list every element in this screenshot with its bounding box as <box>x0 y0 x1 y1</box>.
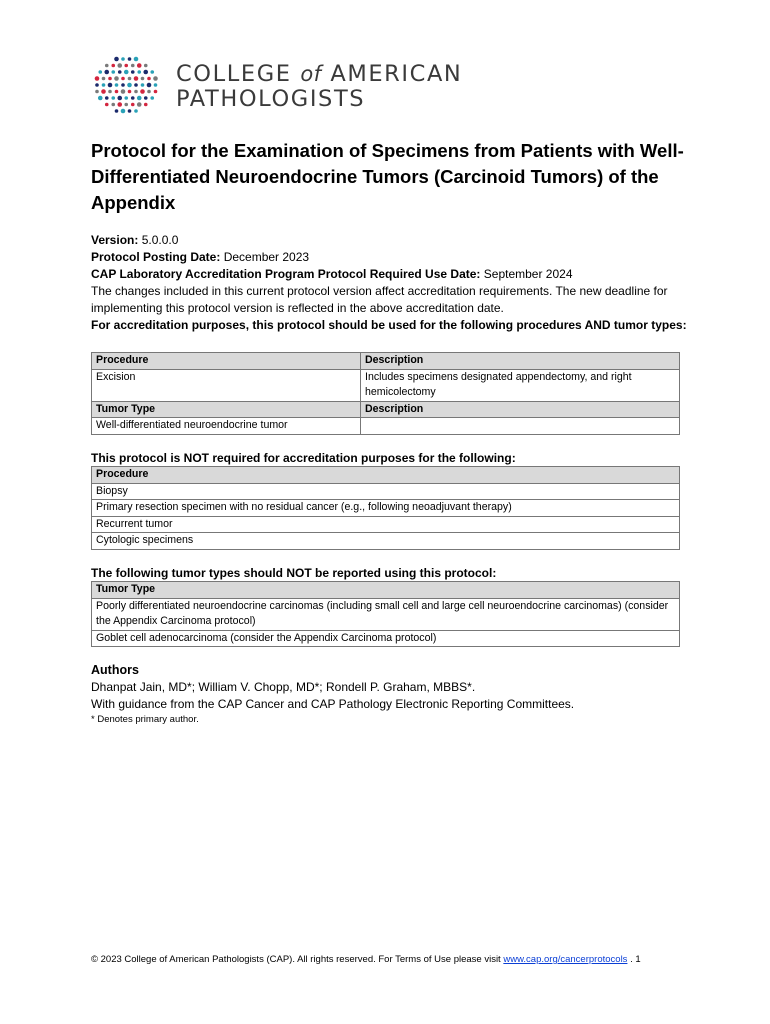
authors-heading: Authors <box>91 663 139 677</box>
logo-dot <box>131 70 135 74</box>
table-row: Poorly differentiated neuroendocrine carcinomas (including small cell and large cell neuroendocrine carcinomas) (consider the Appendix Carcinoma protocol) <box>92 598 680 630</box>
logo-dot <box>144 96 148 100</box>
logo-dot <box>131 64 135 68</box>
protocol-meta <box>91 232 691 334</box>
logo-word-college: COLLEGE <box>176 61 292 87</box>
logo-dot <box>134 57 139 62</box>
logo-dot <box>111 103 115 107</box>
primary-author-note: * Denotes primary author. <box>91 714 199 725</box>
cap-logo-dots-icon <box>94 56 164 118</box>
header-procedure: Procedure <box>92 353 361 370</box>
logo-dot <box>124 70 129 75</box>
authors-guidance: With guidance from the CAP Cancer and CAP Pathology Electronic Reporting Committees. <box>91 697 575 711</box>
logo-dot <box>144 103 148 107</box>
table-row: Goblet cell adenocarcinoma (consider the Appendix Carcinoma protocol) <box>92 630 680 647</box>
logo-dot <box>111 64 115 68</box>
logo-dot <box>124 64 128 68</box>
logo-dot <box>124 103 128 107</box>
logo-dot <box>153 76 158 81</box>
not-required-heading: This protocol is NOT required for accreditation purposes for the following: <box>91 451 516 465</box>
version-row <box>91 232 691 249</box>
logo-dot <box>134 109 138 113</box>
logo-dot <box>134 76 139 81</box>
header-description: Description <box>361 401 680 418</box>
logo-dot <box>147 90 151 94</box>
logo-dot <box>131 96 135 100</box>
authors-names: Dhanpat Jain, MD*; William V. Chopp, MD*; Rondell P. Graham, MBBS*. <box>91 680 476 694</box>
table-row: Recurrent tumor <box>92 516 680 533</box>
header-procedure: Procedure <box>92 467 680 484</box>
logo-dot <box>137 70 141 74</box>
posting-date-value: December 2023 <box>223 250 310 264</box>
authors-section <box>91 662 691 727</box>
required-use-date-value: September 2024 <box>483 267 573 281</box>
header-tumor-type: Tumor Type <box>92 582 680 599</box>
accreditation-purpose-text: For accreditation purposes, this protocol should be used for the following procedures AND tumor types: <box>91 318 687 332</box>
required-use-date-label: CAP Laboratory Accreditation Program Protocol Required Use Date: <box>91 267 481 281</box>
logo-dot <box>98 96 103 101</box>
logo-dot <box>105 64 109 68</box>
table-header-row <box>92 401 680 418</box>
logo-dot <box>117 96 122 101</box>
logo-dot <box>127 83 132 88</box>
logo-dot <box>134 90 138 94</box>
cell-description <box>361 418 680 435</box>
required-use-date-row <box>91 266 691 283</box>
logo-dot <box>131 103 135 107</box>
table-row <box>92 418 680 435</box>
version-value: 5.0.0.0 <box>141 233 179 247</box>
logo-dot <box>104 70 109 75</box>
logo-dot <box>95 90 99 94</box>
not-reported-heading: The following tumor types should NOT be reported using this protocol: <box>91 566 497 580</box>
logo-dot <box>128 77 132 81</box>
logo-dot <box>114 76 119 81</box>
table-row: Primary resection specimen with no residual cancer (e.g., following neoadjuvant therapy) <box>92 500 680 517</box>
cap-logo <box>94 56 474 118</box>
logo-dot <box>147 83 152 88</box>
logo-dot <box>141 83 145 87</box>
logo-line-2: PATHOLOGISTS <box>176 86 366 112</box>
page-footer <box>91 953 691 967</box>
logo-dot <box>121 57 125 61</box>
logo-dot <box>115 83 119 87</box>
accreditation-procedures-table <box>91 352 680 435</box>
copyright-text: © 2023 College of American Pathologists (CAP). All rights reserved. For Terms of Use please visit <box>91 954 501 965</box>
cell-description: Includes specimens designated appendectomy, and right hemicolectomy <box>361 369 680 401</box>
logo-dot <box>105 96 109 100</box>
cell-procedure: Excision <box>92 369 361 401</box>
cap-logo-wordmark <box>176 62 462 112</box>
logo-dot <box>121 83 125 87</box>
logo-dot <box>108 77 112 81</box>
logo-dot <box>108 83 113 88</box>
logo-dot <box>134 83 138 87</box>
logo-dot <box>101 89 106 94</box>
excluded-tumor-types-table <box>91 581 680 647</box>
logo-dot <box>115 109 119 113</box>
logo-dot <box>128 57 132 61</box>
logo-dot <box>117 102 122 107</box>
not-required-procedures-table <box>91 466 680 550</box>
table-header-row <box>92 353 680 370</box>
logo-dot <box>140 89 145 94</box>
document-title: Protocol for the Examination of Specimens from Patients with Well-Differentiated Neuroendocrine Tumors (Carcinoid Tumors) of the Appendix <box>91 140 684 213</box>
logo-dot <box>95 76 100 81</box>
logo-dot <box>143 70 148 75</box>
table-row <box>92 369 680 401</box>
logo-dot <box>128 109 132 113</box>
logo-dot <box>150 70 154 74</box>
header-tumor-type: Tumor Type <box>92 401 361 418</box>
logo-dot <box>108 90 112 94</box>
cell-tumor-type: Well-differentiated neuroendocrine tumor <box>92 418 361 435</box>
logo-dot <box>124 96 128 100</box>
logo-word-american: AMERICAN <box>330 61 463 87</box>
logo-dot <box>137 102 142 107</box>
logo-dot <box>121 109 126 114</box>
changes-paragraph: The changes included in this current protocol version affect accreditation requirements. The new deadline for implementing this protocol version is reflected in the above accreditation date. <box>91 284 668 315</box>
logo-dot <box>102 77 106 81</box>
logo-dot <box>118 70 122 74</box>
logo-dot <box>154 83 158 87</box>
logo-dot <box>154 90 158 94</box>
logo-dot <box>111 70 115 74</box>
logo-dot <box>105 103 109 107</box>
logo-dot <box>117 63 122 68</box>
logo-dot <box>150 96 154 100</box>
cancer-protocols-link[interactable]: www.cap.org/cancerprotocols <box>503 954 628 965</box>
posting-date-label: Protocol Posting Date: <box>91 250 221 264</box>
table-row: Biopsy <box>92 483 680 500</box>
logo-dot <box>115 90 119 94</box>
version-label: Version: <box>91 233 139 247</box>
logo-dot <box>147 77 151 81</box>
logo-dot <box>144 64 148 68</box>
logo-dot <box>137 96 142 101</box>
logo-dot <box>111 96 115 100</box>
logo-dot <box>102 83 106 87</box>
logo-dot <box>98 70 102 74</box>
logo-dot <box>121 77 125 81</box>
logo-dot <box>95 83 99 87</box>
posting-date-row <box>91 249 691 266</box>
logo-dot <box>137 63 142 68</box>
logo-dot <box>128 90 132 94</box>
table-row: Cytologic specimens <box>92 533 680 550</box>
logo-dot <box>141 77 145 81</box>
logo-dot <box>114 57 119 62</box>
logo-word-of: of <box>300 62 322 86</box>
page-number: . 1 <box>630 954 641 965</box>
header-description: Description <box>361 353 680 370</box>
logo-dot <box>121 89 126 94</box>
logo-line-1 <box>176 62 462 87</box>
